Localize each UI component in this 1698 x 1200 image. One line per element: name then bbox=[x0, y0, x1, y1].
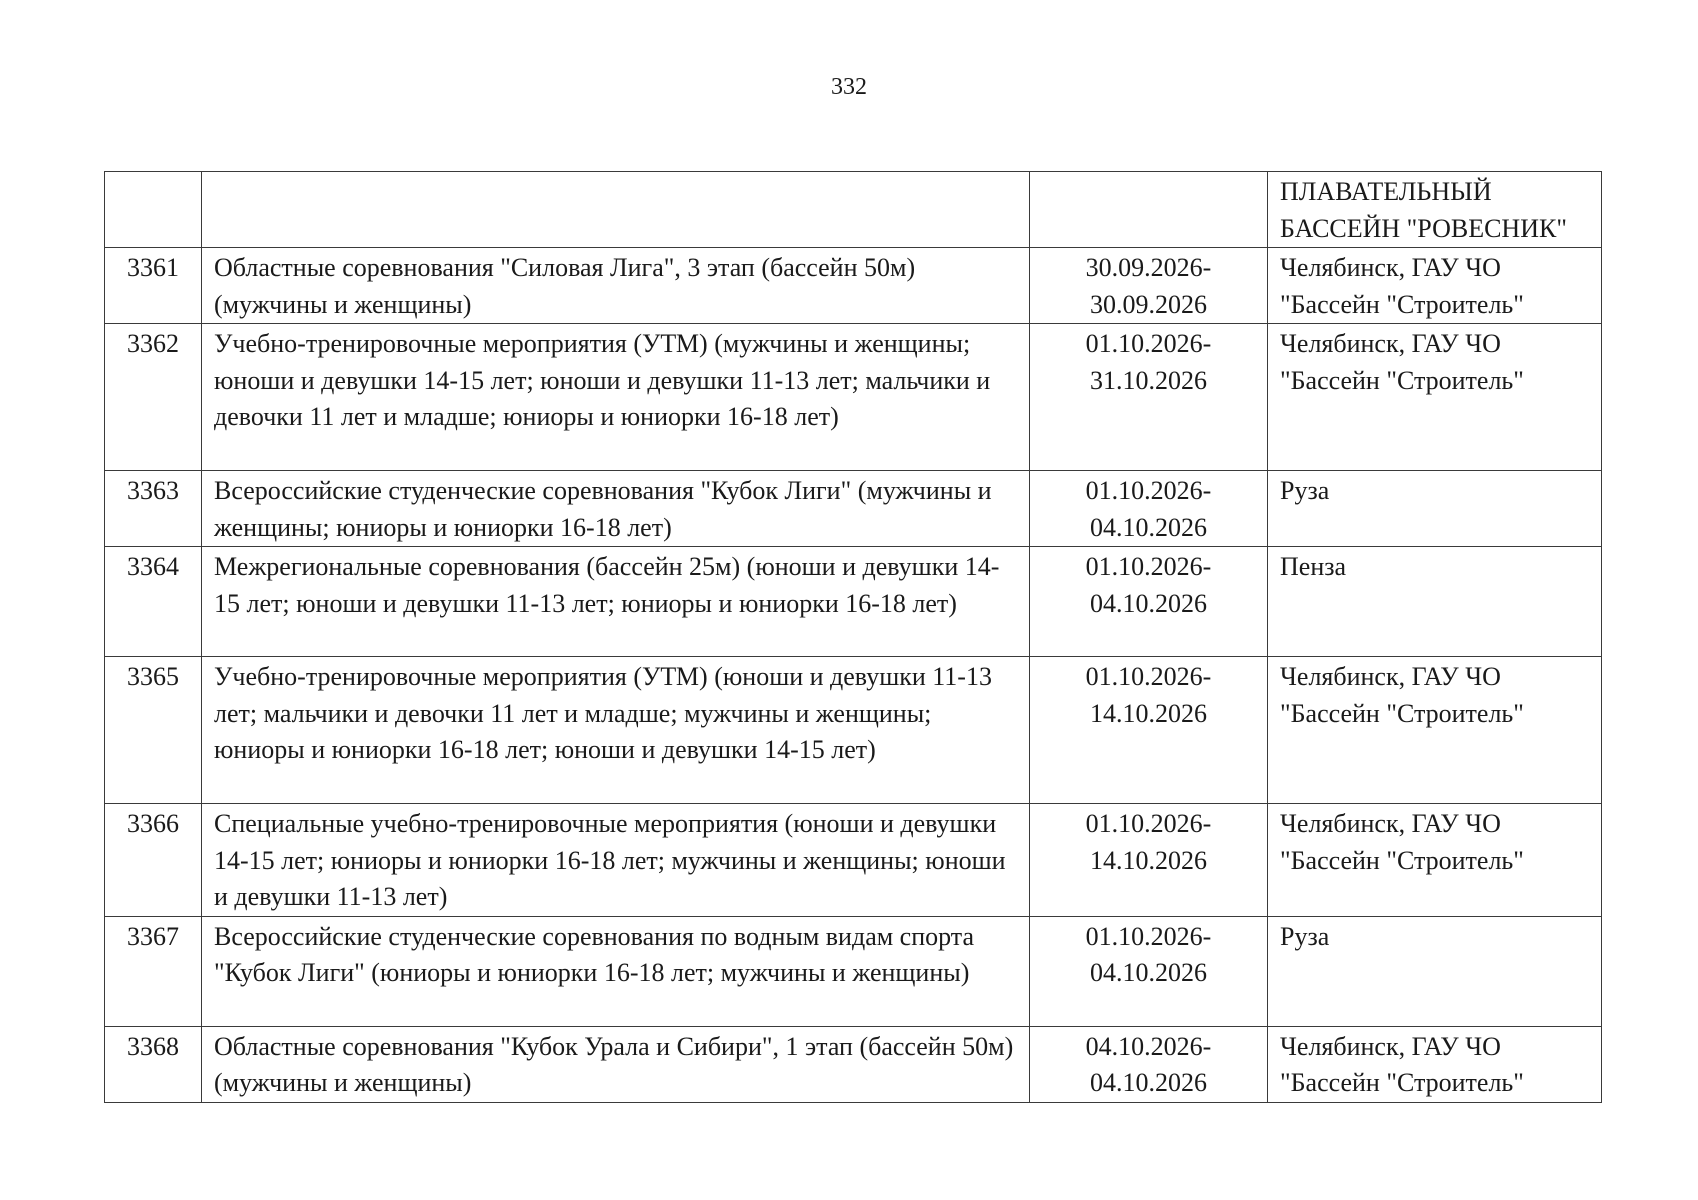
event-venue: Челябинск, ГАУ ЧО "Бассейн "Строитель" bbox=[1268, 324, 1602, 471]
event-number: 3367 bbox=[105, 916, 202, 1026]
event-venue: ПЛАВАТЕЛЬНЫЙ БАССЕЙН "РОВЕСНИК" bbox=[1268, 172, 1602, 248]
event-name: Областные соревнования "Силовая Лига", 3 этап (бассейн 50м) (мужчины и женщины) bbox=[202, 248, 1030, 324]
event-name: Областные соревнования "Кубок Урала и Сибири", 1 этап (бассейн 50м) (мужчины и женщины) bbox=[202, 1026, 1030, 1102]
event-number: 3368 bbox=[105, 1026, 202, 1102]
event-venue: Руза bbox=[1268, 471, 1602, 547]
event-venue: Челябинск, ГАУ ЧО "Бассейн "Строитель" bbox=[1268, 804, 1602, 917]
event-name: Специальные учебно-тренировочные мероприятия (юноши и девушки 14-15 лет; юниоры и юниорки 16-18 лет; мужчины и женщины; юноши и девушки 11-13 лет) bbox=[202, 804, 1030, 917]
event-dates: 01.10.2026-04.10.2026 bbox=[1030, 547, 1268, 657]
event-number: 3362 bbox=[105, 324, 202, 471]
event-name: Всероссийские студенческие соревнования по водным видам спорта "Кубок Лиги" (юниоры и юниорки 16-18 лет; мужчины и женщины) bbox=[202, 916, 1030, 1026]
event-dates: 01.10.2026-31.10.2026 bbox=[1030, 324, 1268, 471]
event-dates: 01.10.2026-04.10.2026 bbox=[1030, 471, 1268, 547]
events-table bbox=[104, 171, 1602, 1103]
event-number: 3364 bbox=[105, 547, 202, 657]
event-name: Учебно-тренировочные мероприятия (УТМ) (юноши и девушки 11-13 лет; мальчики и девочки 11 лет и младше; мужчины и женщины; юниоры и юниорки 16-18 лет; юноши и девушки 14-15 лет) bbox=[202, 657, 1030, 804]
event-dates: 01.10.2026-14.10.2026 bbox=[1030, 657, 1268, 804]
table-row bbox=[105, 172, 1602, 248]
event-venue: Пенза bbox=[1268, 547, 1602, 657]
event-dates bbox=[1030, 172, 1268, 248]
table-row bbox=[105, 1026, 1602, 1102]
table-row bbox=[105, 324, 1602, 471]
event-venue: Челябинск, ГАУ ЧО "Бассейн "Строитель" bbox=[1268, 657, 1602, 804]
event-dates: 01.10.2026-04.10.2026 bbox=[1030, 916, 1268, 1026]
table-row bbox=[105, 547, 1602, 657]
event-venue: Челябинск, ГАУ ЧО "Бассейн "Строитель" bbox=[1268, 1026, 1602, 1102]
table-row bbox=[105, 804, 1602, 917]
event-number: 3366 bbox=[105, 804, 202, 917]
event-name bbox=[202, 172, 1030, 248]
event-dates: 04.10.2026-04.10.2026 bbox=[1030, 1026, 1268, 1102]
event-name: Учебно-тренировочные мероприятия (УТМ) (мужчины и женщины; юноши и девушки 14-15 лет; юноши и девушки 11-13 лет; мальчики и девочки 11 лет и младше; юниоры и юниорки 16-18 лет) bbox=[202, 324, 1030, 471]
event-number: 3365 bbox=[105, 657, 202, 804]
event-dates: 30.09.2026-30.09.2026 bbox=[1030, 248, 1268, 324]
table-row bbox=[105, 471, 1602, 547]
event-venue: Челябинск, ГАУ ЧО "Бассейн "Строитель" bbox=[1268, 248, 1602, 324]
event-name: Межрегиональные соревнования (бассейн 25м) (юноши и девушки 14-15 лет; юноши и девушки 11-13 лет; юниоры и юниорки 16-18 лет) bbox=[202, 547, 1030, 657]
page-number: 332 bbox=[831, 74, 867, 100]
event-name: Всероссийские студенческие соревнования "Кубок Лиги" (мужчины и женщины; юниоры и юниорки 16-18 лет) bbox=[202, 471, 1030, 547]
event-number bbox=[105, 172, 202, 248]
table-row bbox=[105, 248, 1602, 324]
table-row bbox=[105, 916, 1602, 1026]
event-number: 3361 bbox=[105, 248, 202, 324]
event-venue: Руза bbox=[1268, 916, 1602, 1026]
event-dates: 01.10.2026-14.10.2026 bbox=[1030, 804, 1268, 917]
table-row bbox=[105, 657, 1602, 804]
event-number: 3363 bbox=[105, 471, 202, 547]
